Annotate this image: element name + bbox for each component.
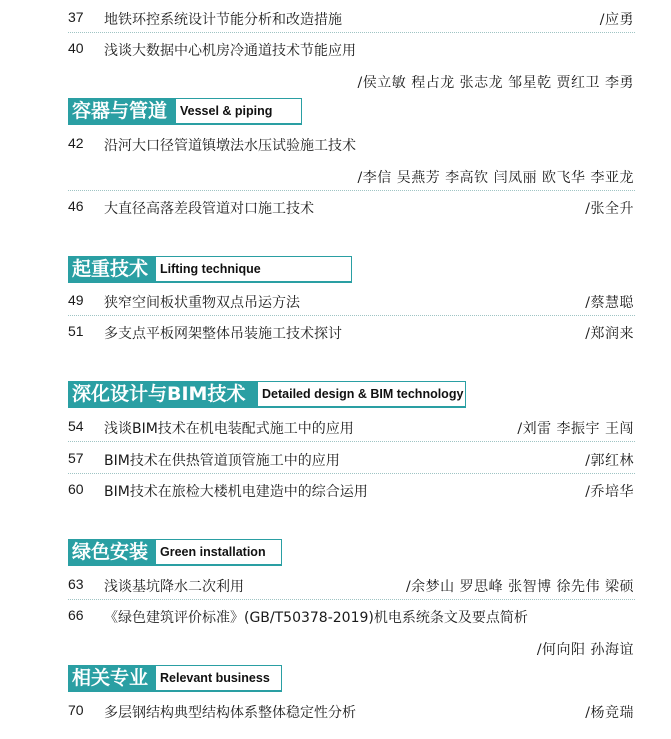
toc-entry[interactable] <box>0 290 671 312</box>
article-author: /张全升 <box>585 201 634 217</box>
article-author: /李信 吴燕芳 李高钦 闫凤丽 欧飞华 李亚龙 <box>357 170 634 186</box>
author-line <box>0 165 671 187</box>
toc-entry[interactable] <box>0 321 671 343</box>
section-title-cn: 深化设计与BIM技术 <box>68 381 258 407</box>
article-title[interactable]: BIM技术在旅检大楼机电建造中的综合运用 <box>104 484 368 500</box>
toc-entry[interactable] <box>0 700 671 722</box>
divider <box>68 32 635 33</box>
article-author: /蔡慧聪 <box>585 295 634 311</box>
author-line <box>0 637 671 659</box>
divider <box>68 190 635 191</box>
article-title[interactable]: 沿河大口径管道镇墩法水压试验施工技术 <box>104 138 356 154</box>
section-underline <box>68 406 466 408</box>
page-number: 60 <box>68 481 84 497</box>
toc-entry[interactable] <box>0 479 671 501</box>
page-number: 57 <box>68 450 84 466</box>
toc-entry[interactable] <box>0 38 671 60</box>
article-author: /乔培华 <box>585 484 634 500</box>
article-title[interactable]: 浅谈BIM技术在机电装配式施工中的应用 <box>104 421 354 437</box>
toc-entry[interactable] <box>0 7 671 29</box>
divider <box>68 599 635 600</box>
page-number: 49 <box>68 292 84 308</box>
article-title[interactable]: 多层钢结构典型结构体系整体稳定性分析 <box>104 705 356 721</box>
divider <box>68 441 635 442</box>
section-title-en: Green installation <box>156 539 282 565</box>
article-author: /余梦山 罗思峰 张智博 徐先伟 梁硕 <box>405 579 634 595</box>
toc-entry[interactable] <box>0 448 671 470</box>
toc-entry[interactable] <box>0 605 671 627</box>
article-author: /侯立敏 程占龙 张志龙 邹星乾 贾红卫 李勇 <box>357 75 634 91</box>
article-title[interactable]: 《绿色建筑评价标准》(GB/T50378-2019)机电系统条文及要点简析 <box>104 610 528 626</box>
article-title[interactable]: 大直径高落差段管道对口施工技术 <box>104 201 314 217</box>
article-author: /杨竞瑞 <box>585 705 634 721</box>
page-number: 70 <box>68 702 84 718</box>
toc-entry[interactable] <box>0 416 671 438</box>
article-title[interactable]: 浅谈大数据中心机房冷通道技术节能应用 <box>104 43 356 59</box>
section-underline <box>68 123 302 125</box>
article-author: /郑润来 <box>585 326 634 342</box>
section-underline <box>68 690 282 692</box>
section-underline <box>68 564 282 566</box>
article-author: /刘雷 李振宇 王闯 <box>517 421 634 437</box>
section-title-en: Lifting technique <box>156 256 352 282</box>
section-title-en: Relevant business <box>156 665 282 691</box>
page-number: 46 <box>68 198 84 214</box>
toc-entry[interactable] <box>0 133 671 155</box>
section-title-en: Detailed design & BIM technology <box>258 381 466 407</box>
article-author: /应勇 <box>599 12 634 28</box>
article-title[interactable]: 浅谈基坑降水二次利用 <box>104 579 244 595</box>
author-line <box>0 70 671 92</box>
article-author: /何向阳 孙海谊 <box>536 642 634 658</box>
page-number: 63 <box>68 576 84 592</box>
divider <box>68 315 635 316</box>
section-title-en: Vessel & piping <box>176 98 302 124</box>
section-title-cn: 起重技术 <box>68 256 156 282</box>
section-title-cn: 容器与管道 <box>68 98 176 124</box>
article-title[interactable]: 多支点平板网架整体吊装施工技术探讨 <box>104 326 342 342</box>
page-number: 42 <box>68 135 84 151</box>
toc-entry[interactable] <box>0 574 671 596</box>
article-author: /郭红林 <box>585 453 634 469</box>
page-number: 54 <box>68 418 84 434</box>
article-title[interactable]: 地铁环控系统设计节能分析和改造措施 <box>104 12 342 28</box>
divider <box>68 473 635 474</box>
page-number: 51 <box>68 323 84 339</box>
section-underline <box>68 281 352 283</box>
page-number: 40 <box>68 40 84 56</box>
page-number: 66 <box>68 607 84 623</box>
article-title[interactable]: BIM技术在供热管道顶管施工中的应用 <box>104 453 340 469</box>
article-title[interactable]: 狭窄空间板状重物双点吊运方法 <box>104 295 300 311</box>
toc-entry[interactable] <box>0 196 671 218</box>
section-title-cn: 相关专业 <box>68 665 156 691</box>
page-number: 37 <box>68 9 84 25</box>
section-title-cn: 绿色安装 <box>68 539 156 565</box>
